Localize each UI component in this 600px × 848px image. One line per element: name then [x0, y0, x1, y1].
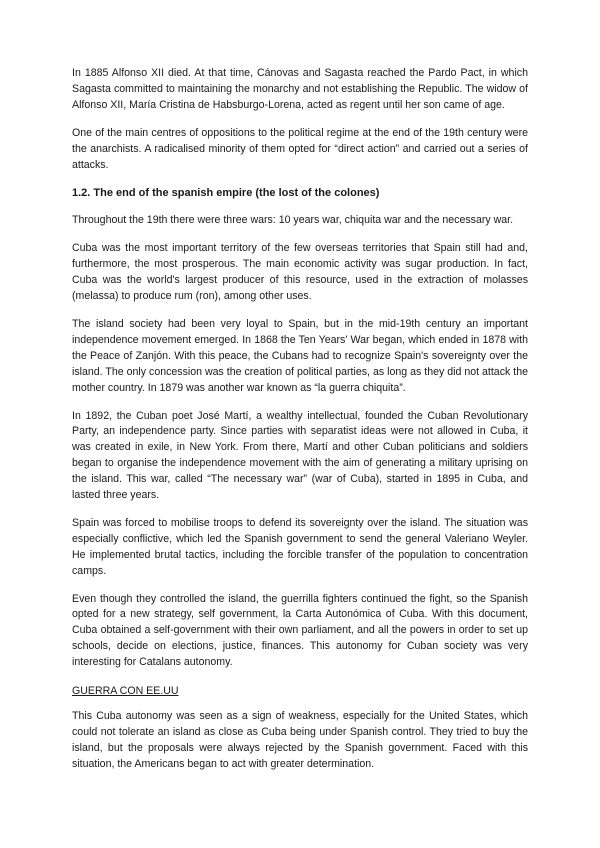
paragraph-three-wars: Throughout the 19th there were three wars: 10 years war, chiquita war and the necessary war.: [72, 214, 514, 227]
paragraph-island-society: The island society had been very loyal to Spain, but in the mid-19th century an important independence movement emerged. In 1868 the Ten Years' War began, which ended in 1878 with the Peace of Zanjón. With this peace, the Cubans had to recognize Spain's sovereignty over the island. The only concession was the creation of political parties, as long as they did not attack the mother country. In 1879 was another war known as “la guerra chiquita”.: [72, 317, 528, 394]
document-page: [72, 66, 528, 785]
paragraph-cuba-territory: Cuba was the most important territory of the few overseas territories that Spain still had and, furthermore, the most prosperous. The main economic activity was sugar production. In fact, Cuba was the world's largest producer of this resource, used in the extraction of molasses (melassa) to produce rum (ron), among other uses.: [72, 242, 528, 303]
paragraph-anarchists: One of the main centres of oppositions to the political regime at the end of the 19th century were the anarchists. A radicalised minority of them opted for “direct action” and carried out a series of attacks.: [72, 126, 528, 171]
subheading-guerra-eeuu: GUERRA CON EE.UU: [72, 685, 179, 698]
paragraph-alfonso-xii: In 1885 Alfonso XII died. At that time, Cánovas and Sagasta reached the Pardo Pact, in which Sagasta committed to maintaining the monarchy and not establishing the Republic. The widow of Alfonso XII, María Cristina de Habsburgo-Lorena, acted as regent until her son came of age.: [72, 67, 528, 111]
section-heading: 1.2. The end of the spanish empire (the lost of the colones): [72, 187, 380, 200]
paragraph-guerrilla: Even though they controlled the island, the guerrilla fighters continued the fight, so the Spanish opted for a new strategy, self government, la Carta Autonómica of Cuba. With this document, Cuba obtained a self-government with their own parliament, and all the powers in order to set up schools, decide on elections, justice, finances. This autonomy for Cuban society was very interesting for Catalans autonomy.: [72, 592, 528, 669]
paragraph-spain-troops: Spain was forced to mobilise troops to defend its sovereignty over the island. The situation was especially conflictive, which led the Spanish government to send the general Valeriano Weyler. He implemented brutal tactics, including the forcible transfer of the population to concentration camps.: [72, 516, 528, 577]
paragraph-jose-marti: In 1892, the Cuban poet José Martí, a wealthy intellectual, founded the Cuban Revolutionary Party, an independence party. Since parties with separatist ideas were not allowed in Cuba, it was created in exile, in New York. From there, Martí and other Cuban politicians and soldiers began to organise the independence movement with the aim of generating a military uprising on the island. This war, called “The necessary war” (war of Cuba), started in 1895 in Cuba, and lasted three years.: [72, 409, 528, 502]
paragraph-cuba-autonomy: This Cuba autonomy was seen as a sign of weakness, especially for the United States, which could not tolerate an island as close as Cuba being under Spanish control. They tried to buy the island, but the proposals were always rejected by the Spanish government. Faced with this situation, the Americans began to act with greater determination.: [72, 710, 528, 770]
